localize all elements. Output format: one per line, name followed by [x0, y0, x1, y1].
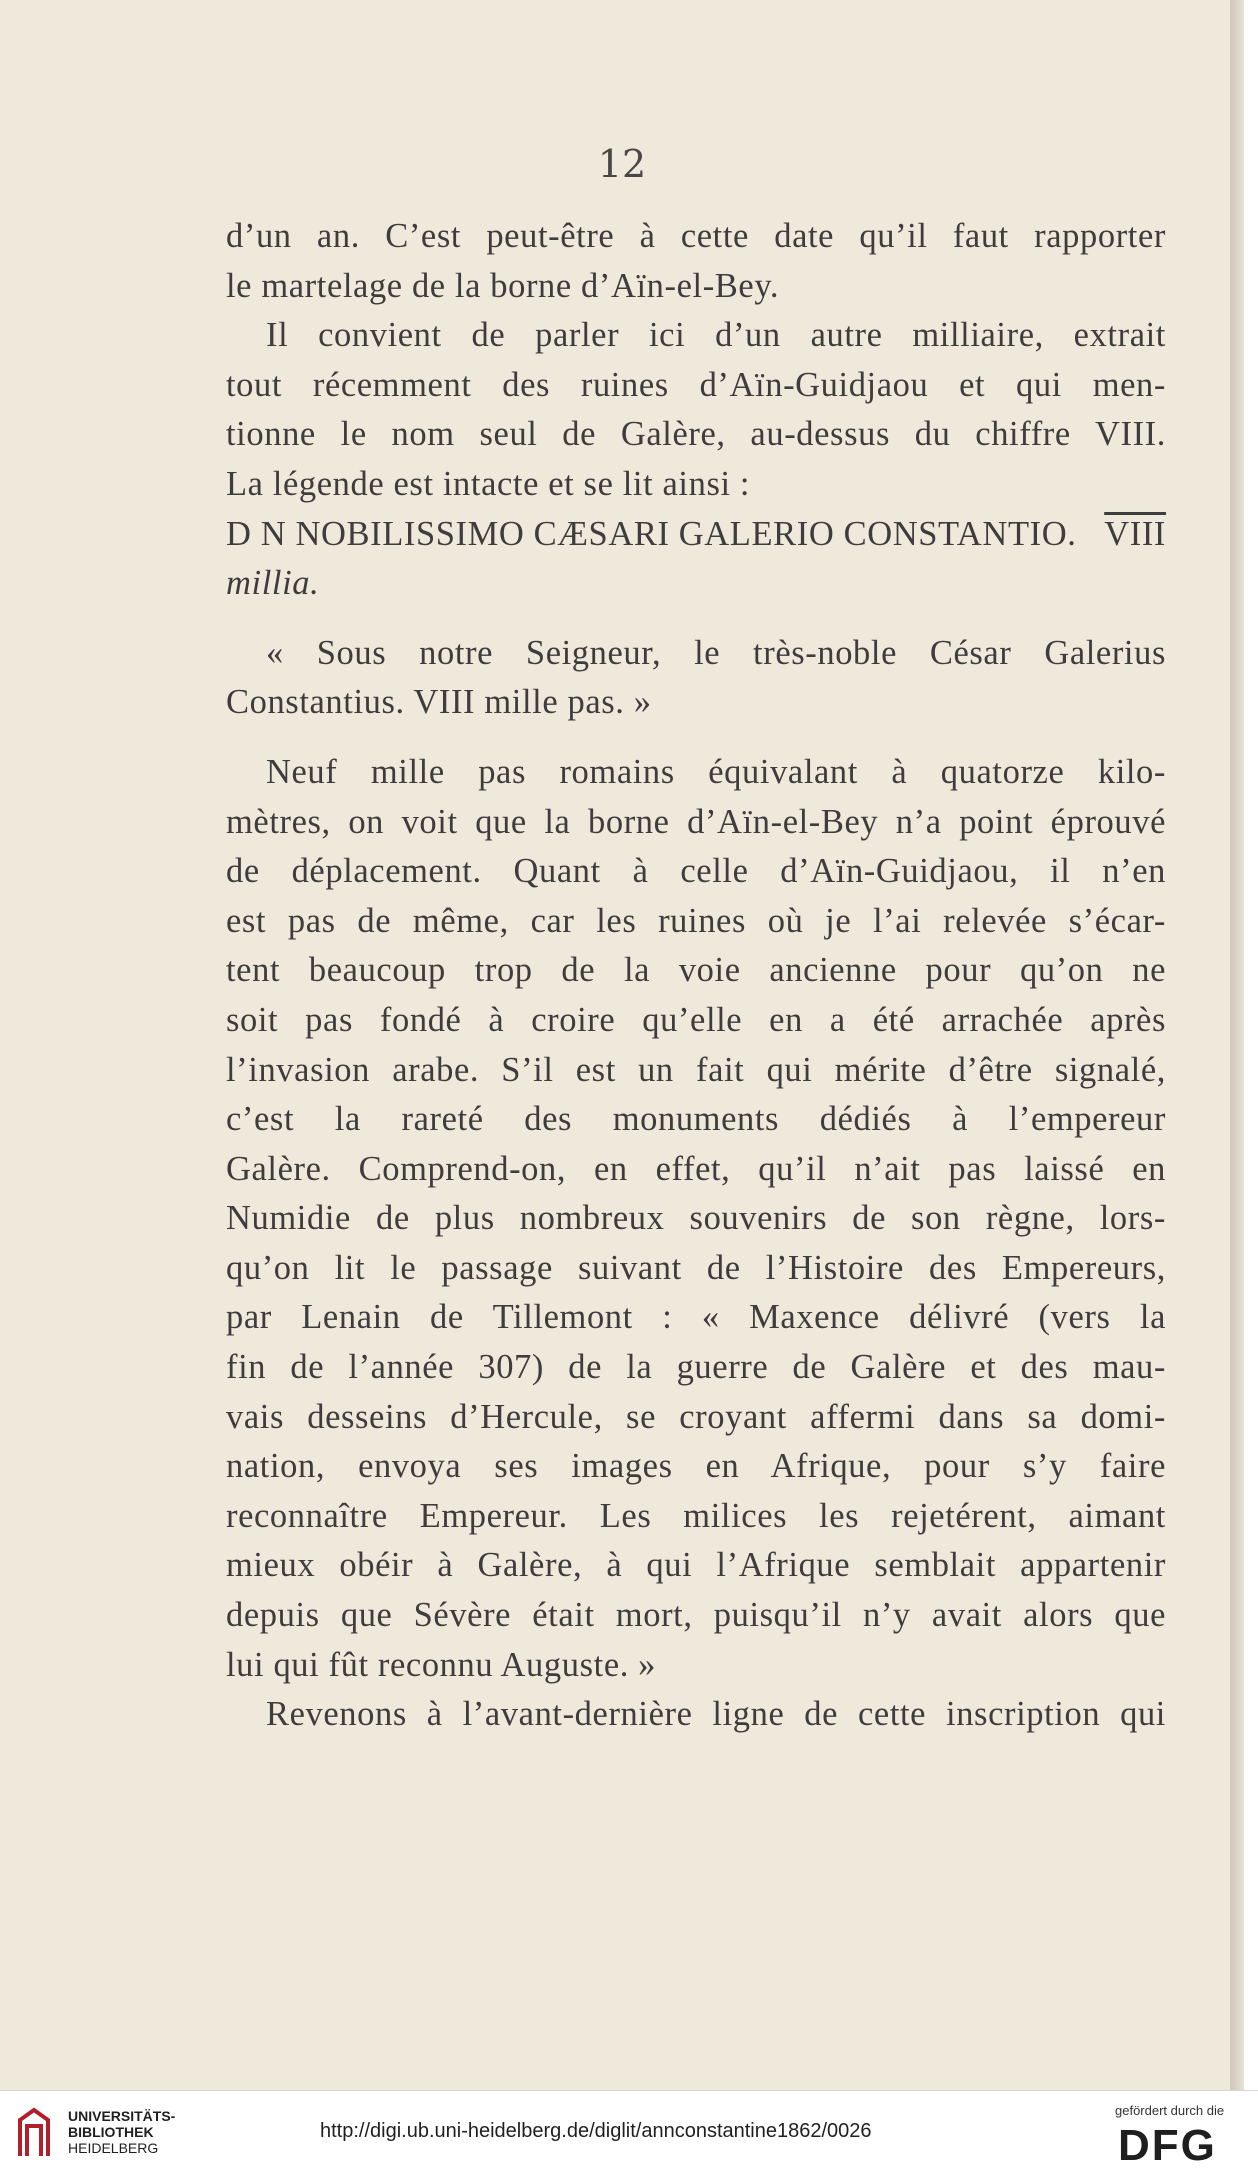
library-name — [68, 2108, 175, 2156]
library-name-line: HEIDELBERG — [68, 2140, 159, 2156]
text-line: l’invasion arabe. S’il est un fait qui mérite d’être signalé, — [226, 1050, 1166, 1089]
library-name-line: UNIVERSITÄTS- — [68, 2108, 176, 2124]
library-name-line: BIBLIOTHEK — [68, 2124, 154, 2140]
text-line: Numidie de plus nombreux souvenirs de son règne, lors- — [226, 1199, 1166, 1238]
text-line: par Lenain de Tillemont : « Maxence délivré (vers la — [226, 1298, 1166, 1337]
text-line: Neuf mille pas romains équivalant à quatorze kilo- — [266, 752, 1166, 791]
text-line: reconnaître Empereur. Les milices les rejetérent, aimant — [226, 1496, 1166, 1535]
text-line: fin de l’année 307) de la guerre de Galère et des mau- — [226, 1348, 1166, 1387]
page-body-text — [226, 212, 1166, 1740]
inscription-numeral: VIII — [1104, 514, 1166, 553]
text-line: Galère. Comprend-on, en effet, qu’il n’ait pas laissé en — [226, 1149, 1166, 1188]
page-number: 12 — [597, 142, 647, 186]
inscription-text: D N NOBILISSIMO CÆSARI GALERIO CONSTANTIO. — [226, 514, 1077, 553]
text-line: tionne le nom seul de Galère, au-dessus du chiffre VIII. — [226, 415, 1166, 454]
dfg-logo: DFG — [1118, 2121, 1217, 2170]
text-line: mieux obéir à Galère, à qui l’Afrique semblait appartenir — [226, 1546, 1166, 1585]
text-line: Revenons à l’avant-dernière ligne de cette inscription qui — [266, 1695, 1166, 1734]
text-line: le martelage de la borne d’Aïn-el-Bey. — [226, 266, 780, 305]
text-line: de déplacement. Quant à celle d’Aïn-Guidjaou, il n’en — [226, 852, 1166, 891]
text-line: tout récemment des ruines d’Aïn-Guidjaou et qui men- — [226, 365, 1166, 404]
text-line: vais desseins d’Hercule, se croyant affermi dans sa domi- — [226, 1397, 1166, 1436]
text-line: soit pas fondé à croire qu’elle en a été arrachée après — [226, 1000, 1166, 1039]
page-edge-shadow — [1230, 0, 1244, 2090]
text-line: nation, envoya ses images en Afrique, pour s’y faire — [226, 1447, 1166, 1486]
text-line: « Sous notre Seigneur, le très-noble César Galerius — [266, 633, 1166, 672]
text-line: mètres, on voit que la borne d’Aïn-el-Bey n’a point éprouvé — [226, 802, 1166, 841]
text-line: Constantius. VIII mille pas. » — [226, 683, 652, 722]
permalink-url[interactable]: http://digi.ub.uni-heidelberg.de/diglit/annconstantine1862/0026 — [320, 2120, 872, 2142]
text-line: Il convient de parler ici d’un autre milliaire, extrait — [266, 316, 1166, 355]
text-line: est pas de même, car les ruines où je l’ai relevée s’écar- — [226, 901, 1166, 940]
text-line: lui qui fût reconnu Auguste. » — [226, 1645, 657, 1684]
text-line: tent beaucoup trop de la voie ancienne pour qu’on ne — [226, 951, 1166, 990]
text-line: depuis que Sévère était mort, puisqu’il n’y avait alors que — [226, 1596, 1166, 1635]
text-line: c’est la rareté des monuments dédiés à l’empereur — [226, 1100, 1166, 1139]
inscription-line — [226, 510, 1166, 560]
text-line: qu’on lit le passage suivant de l’Histoire des Empereurs, — [226, 1248, 1166, 1287]
text-line: d’un an. C’est peut-être à cette date qu’il faut rapporter — [226, 217, 1166, 255]
text-line: La légende est intacte et se lit ainsi : — [226, 464, 751, 503]
library-logo-icon — [14, 2106, 54, 2162]
funded-by-label: gefördert durch die — [1115, 2103, 1225, 2118]
text-line: millia. — [226, 564, 320, 603]
